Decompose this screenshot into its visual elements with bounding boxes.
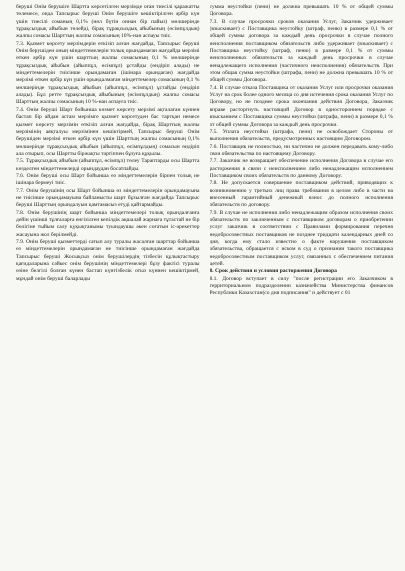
paragraph: 7.9. В случае не исполнения либо ненадлежащим образом исполнения своих обязательств по заключенным с поставщиком договорам о приобретении услуг заказчик в соответствии с Правилами формирования перечня недобросовестных поставщиков не позднее тридцати календарных дней со дня, когда ему стало известно о факте нарушения поставщиком обязательства, обращается с иском в суд о признании такого поставщика недобросовестным поставщиком услуг, связанных с обеспечением питания детей.	[209, 209, 393, 268]
paragraph: сумма неустойки (пени) не должна превышать 10 % от общей суммы Договора.	[209, 4, 393, 18]
russian-text-column	[210, 4, 394, 571]
paragraph: 7.8. Не допускается совершение поставщиком действий, приводящих к возникновению у третьих лиц права требования в целом либо в части на внесенный гарантийный денежный взнос до полного исполнения обязательств по договору.	[209, 180, 393, 209]
paragraph: 7.6. Поставщик не полностью, ни частично не должен передавать кому-либо свои обязательства по настоящему Договору.	[209, 143, 393, 157]
kazakh-text-column	[16, 4, 200, 571]
paragraph: 7.7. Заказчик не возвращает обеспечение исполнения Договора в случае его расторжения в связи с неисполнением либо ненадлежащим исполнением Поставщиком своих обязательств по данному Договору.	[209, 158, 393, 179]
paragraph: 7.3. В случае просрочки сроков оказания Услуг, Заказчик удерживает (взыскивает) с Поставщика неустойку (штраф, пеню) в размере 0,1 % от общей суммы договора за каждый день просрочки в случае полного неисполнения поставщиком обязательств либо удерживает (взыскивает) с Поставщика неустойку (штраф, пеню) в размере 0,1 % от суммы неисполненных обязательств за каждый день просрочки в случае ненадлежащего исполнения (частичного неисполнения) обязательств. При этом общая сумма неустойки (штрафа, пени) не должна превышать 10 % от общей суммы Договора.	[209, 18, 393, 84]
paragraph: 7.5. Уплата неустойки (штрафа, пени) не освобождает Стороны от выполнения обязательств, предусмотренных настоящим Договором.	[209, 128, 393, 143]
paragraph: 7.6. Онiм берушi осы Шарт бойынша өз мiндеттемелерiн бiрпен толық не iшiнара бермеуi тиiс.	[16, 172, 200, 187]
paragraph: 7.8. Онiм берушiнiң шарт бойынша мiндеттемелерi толық орындалғанға дейiн үшiншi тұлғаларға енгiзiлген кепiлдiк ақшалай жарнаға тұтастай не бiр бөлiгiне тыйым салу қүқықтанымы туындаушы әкен соғатын iс-әрекеттер жасауына жол берiлмейдi.	[16, 209, 200, 238]
paragraph: 7.9. Онiм берушi қызметтердi сатып алу туралы жасалған шарттар бойынша өз мiндеттемелерiн орындамаған не тиiсiнше орындамаған жағдайда Тапсырыс берушi Жосықсыз онiм берушiлердiң тiзбесiн құлықтастыру қағидаларына сәйкес онiм берушiнiң мiндеттемелерi бұзу фактiсi туралы өзiне белгiлi болған күнен бастап күнтiзбелiк отыз күннен кешiктiрмей, мұндай онiм берушi баларлады	[16, 239, 200, 282]
paragraph: 7.5. Тұрақсыздық айыбын (айыппұл, өсiмпұл) төлеу Тараптарды осы Шартта көзделген мiндеттемелердi орындаудан босатпайды.	[16, 158, 200, 172]
paragraph: 7.4. Онiм берушi Шарт бойынша көзмет көрсету мерзiмi ақталаған күннен бастап бiр айдан астам мерзiмге қызмет көрсетуден бас тартқан немесе қызмет көрсету мерзiмiн өткiзiп алған жағдайда, бiрақ Шарттың жалпы мерзiмiнiң аяқталуы мерзiмiнен кешiктiрмей, Тапсырыс берушi Онiм берушiден мерзiмi өткен әрбiр күн үшiн Шарттың жалпы сомасының 0,1% мөлшерiнде тұрақсыздық айыбын (айыппұл, өсiмпұлдың) сомасын өндiрiп ала отырып, осы Шартты бiржақты тәртiппен бұзуға құқылы.	[16, 106, 200, 157]
paragraph: 7.3. Қызмет көрсету мерзiмдерiн өткiзiп алған жағдайда, Тапсырыс берушi Онiм берушiден оның мiндеттемелерiн толық орындамаған жағдайда мерзiмi өткен әрбiр күн үшiн шарттың жалпы сомасының 0,1 % мөлшерiнде тұрақсыздық айыбын (айыппұл, өсiмпұл) ұстайды (өндiрiп алады) не мiндеттемелерiн тиiсiнше орындамаған (iшiнара орындаған) жағдайда мерзiмi өткен әрбiр күн үшiн орындалмаған мiндеттемелер сомасының 0,1 % мөлшерiнде тұрақсыздық айыбын (айыппұл, өсiмпұл) ұстайды (өндiрiп алады). Бұл ретте тұрақсыздық айыбының (өсiмпұлдың) жалпы сомасы Шарттың жалпы сомасының 10 %-нан аспауға тиiс.	[16, 40, 200, 106]
paragraph: 8.1. Договор вступает в силу "после регистрации его Заказчиком в территориальном подразделении казначейства Министерства финансов Республики Казахстан(со дня подписания" и действует с 01	[209, 275, 393, 297]
paragraph: берушi Онiм берушiге Шартта көрсетiлген мерзiмде оған тиесiлi қаражатты төлемесе, онда Тапсырыс берушi Онiм берушiге кешiктiрiлген әрбiр күн үшiн тиесiлi соманың 0,1% (нөл бүтiн оннан бiр пайыз) мөлшерiнде тұрақсыздық айыбын төлейдi, бiрақ тұрақсыздық айыбының (өсiмпұлдың) жалпы сомасы Шарттың жалпы сомасының 10%-нан аспауы тиiс.	[16, 4, 200, 40]
paragraph: 7.7. Онiм берушiнiң осы Шарт бойынша өз мiндеттемелерiн орындамауына не тиiсiнше орындамауына байланысты шарт бұзылған жағдайда Тапсырыс берушi Шарттың орындалуын қамтамасыз етуді қайтармайды.	[16, 187, 200, 209]
section-heading: 8. Срок действия и условия расторжения Договора	[209, 268, 337, 275]
paragraph: 7.4. В случае отказа Поставщика от оказания Услуг или просрочки оказания Услуг на срок более одного месяца со дня истечения срока оказания Услуг по Договору, но не позднее срока окончания действия Договора, Заказчик вправе расторгнуть настоящий Договор в одностороннем порядке с взысканием с Поставщика суммы неустойки (штрафа, пени) в размере 0,1 % от общей суммы Договора за каждый день просрочки.	[209, 84, 393, 128]
